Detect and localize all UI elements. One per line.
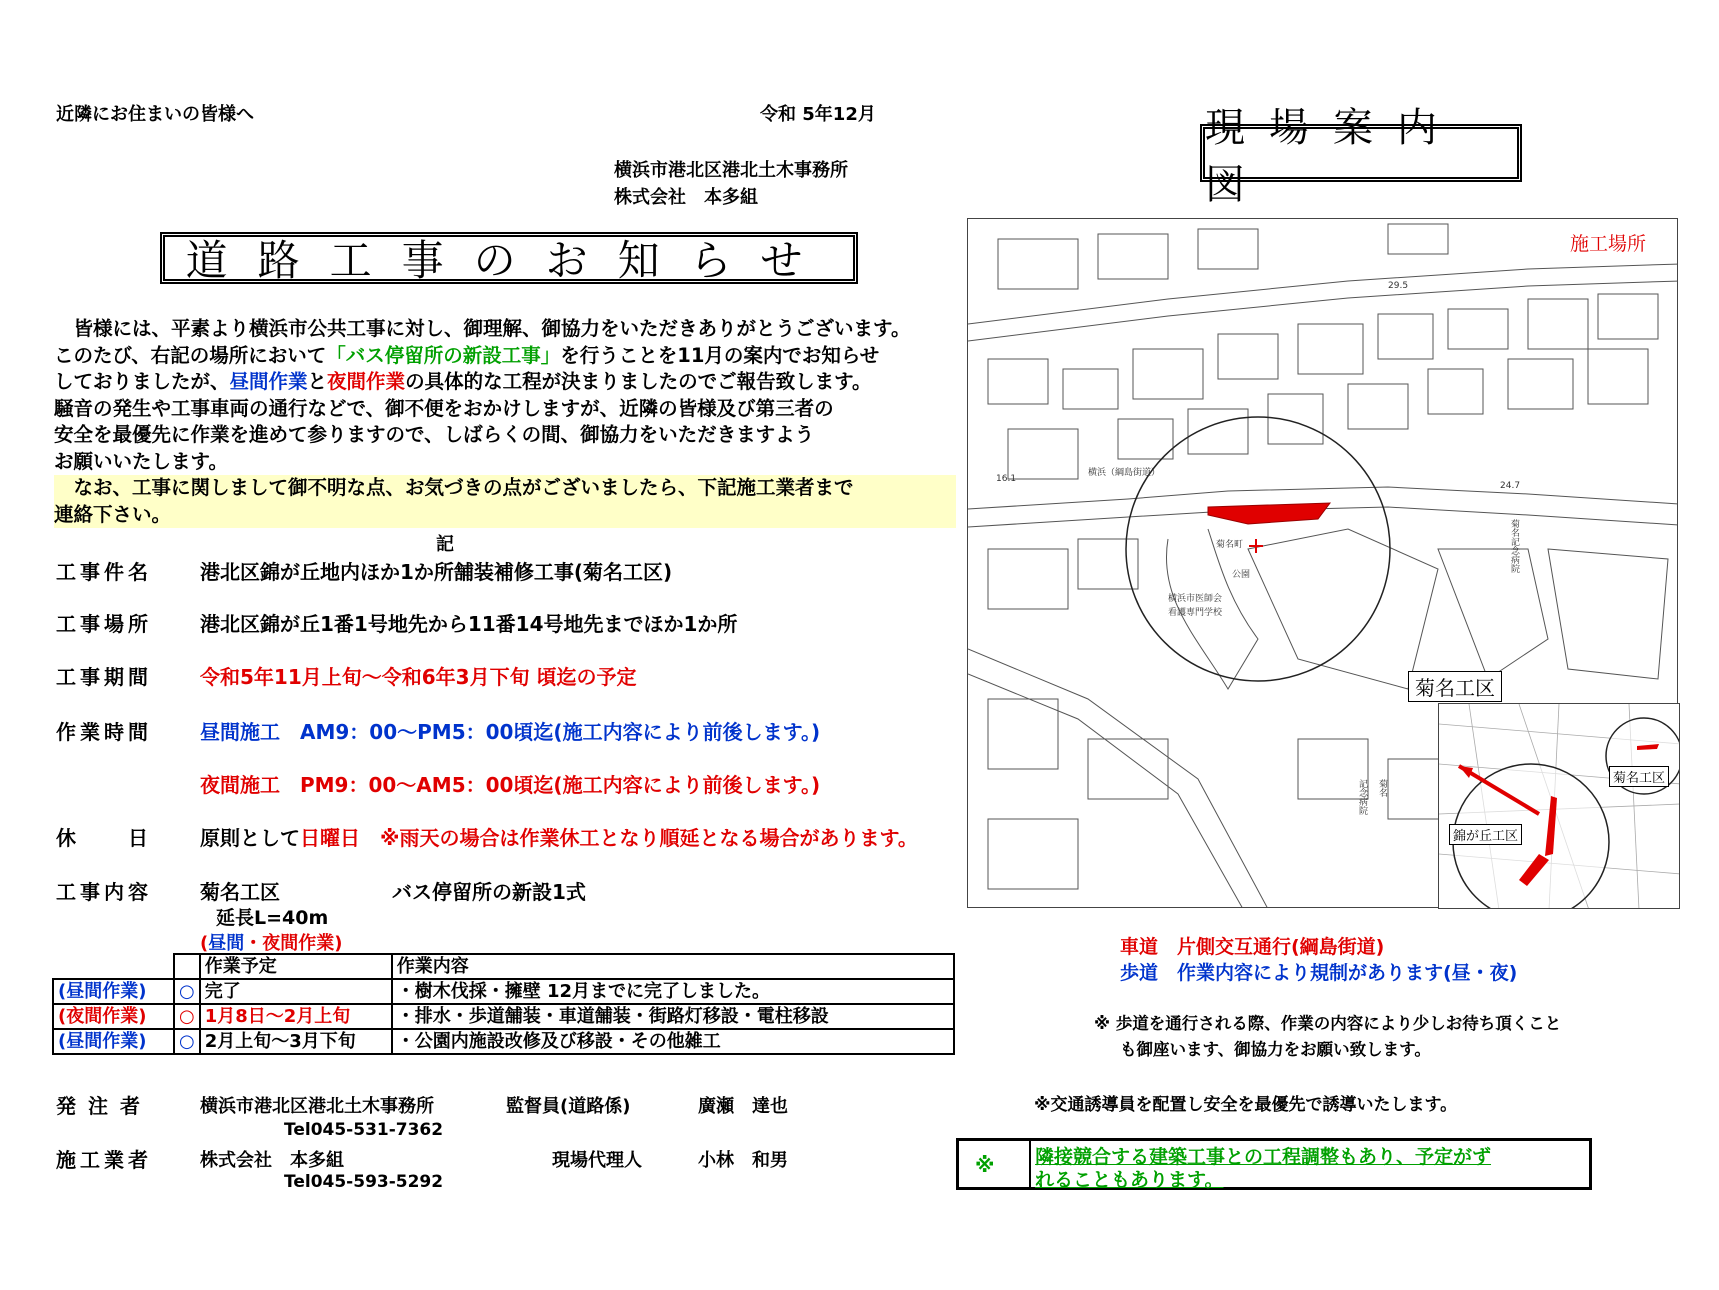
content-area: 菊名工区	[200, 880, 280, 904]
intro-line-2c: を行うことを11月の案内でお知らせ	[560, 343, 880, 367]
intro-line-6: お願いいたします。	[54, 449, 228, 473]
row-plan: 完了	[200, 979, 392, 1004]
orderer-label: 発注者	[56, 1094, 152, 1118]
project-place-label: 工事場所	[56, 612, 152, 636]
project-name: 港北区錦が丘地内ほか1か所舗装補修工事(菊名工区)	[200, 560, 673, 584]
holiday-label: 休 日	[56, 826, 152, 850]
table-row	[53, 979, 954, 1004]
project-name-label: 工事件名	[56, 560, 152, 584]
map-elevation-1: 16.1	[996, 474, 1017, 484]
map-road-name: 横浜（綱島街道）	[1088, 468, 1161, 478]
map-nursing-school: 看護専門学校	[1168, 608, 1223, 618]
area-label: 菊名工区	[1408, 671, 1502, 702]
intro-line-8: 連絡下さい。	[54, 502, 172, 526]
construction-site-marker	[1208, 503, 1330, 524]
row-mark: ○	[174, 979, 200, 1004]
intro-day-work: 昼間作業	[229, 370, 308, 393]
overview-map-drawing	[1439, 704, 1680, 909]
intro-project-name: 「バス停留所の新設工事」	[326, 343, 561, 367]
map-medical-assoc: 横浜市医師会	[1168, 594, 1223, 604]
content-length: 延長L=40m	[216, 907, 329, 929]
holiday-rain-note: ※雨天の場合は作業休工となり順延となる場合があります。	[360, 826, 918, 850]
orderer-tel: Tel045-531-7362	[284, 1120, 444, 1140]
row-shift: (昼間作業)	[53, 979, 174, 1004]
row-plan: 2月上旬～3月下旬	[200, 1029, 392, 1054]
note-box-line-1: 隣接競合する建築工事との工程調整もあり、予定がず	[1035, 1146, 1492, 1168]
site-label: 施工場所	[1570, 233, 1647, 255]
map-elevation-3: 29.5	[1388, 281, 1409, 291]
issuer-company: 株式会社 本多組	[614, 187, 758, 208]
orderer-name: 横浜市港北区港北土木事務所	[200, 1096, 434, 1117]
map-park-label: 公園	[1232, 570, 1251, 580]
table-header-row	[53, 954, 954, 979]
intro-line-4: 騒音の発生や工事車両の通行などで、御不便をおかけしますが、近隣の皆様及び第三者の	[54, 396, 834, 420]
overview-map	[1438, 703, 1680, 909]
map-hospital-label: 菊名記念病院	[1509, 519, 1519, 573]
work-hours-day: 昼間施工 AM9：00～PM5：00頃迄(施工内容により前後します。)	[200, 720, 821, 744]
guide-note: ※交通誘導員を配置し安全を最優先で誘導いたします。	[1034, 1095, 1458, 1115]
holiday-sunday: 日曜日	[300, 826, 360, 850]
note-box-mark: ※	[975, 1153, 995, 1177]
intro-line-5: 安全を最優先に作業を進めて参りますので、しばらくの間、御協力をいただきますよう	[54, 423, 815, 446]
work-hours-night: 夜間施工 PM9：00～AM5：00頃迄(施工内容により前後します。)	[200, 773, 821, 797]
agent-label: 現場代理人	[552, 1150, 642, 1171]
traffic-road: 車道 片側交互通行(綱島街道)	[1120, 936, 1385, 958]
intro-text	[54, 316, 956, 528]
agent-name: 小林 和男	[698, 1150, 788, 1171]
row-plan: 1月8日～2月上旬	[200, 1004, 392, 1029]
supervisor-label: 監督員(道路係)	[506, 1096, 631, 1117]
intro-line-1: 皆様には、平素より横浜市公共工事に対し、御理解、御協力をいただきありがとうございます。	[73, 317, 911, 340]
holiday-prefix: 原則として	[200, 826, 300, 850]
intro-line-3a: しておりましたが、	[54, 370, 230, 393]
content-label: 工事内容	[56, 880, 152, 904]
work-zone-circle	[1126, 417, 1390, 681]
sidewalk-note-1: ※ 歩道を通行される際、作業の内容により少しお待ち頂くこと	[1094, 1014, 1562, 1033]
table-row	[53, 1029, 954, 1054]
row-work: ・排水・歩道舗装・車道舗装・街路灯移設・電柱移設	[392, 1004, 954, 1029]
map-title: 現場案内図	[1200, 124, 1522, 182]
intro-line-2a: このたび、右記の場所において	[54, 343, 327, 367]
row-work: ・公園内施設改修及び移設・その他雑工	[392, 1029, 954, 1054]
addressee: 近隣にお住まいの皆様へ	[56, 104, 254, 125]
project-period: 令和5年11月上旬～令和6年3月下旬 頃迄の予定	[200, 665, 637, 689]
notice-title: 道路工事のお知らせ	[185, 236, 833, 285]
note-box-line-2: れることもあります。	[1035, 1169, 1224, 1191]
project-place: 港北区錦が丘1番1号地先から11番14号地先までほか1か所	[200, 612, 738, 636]
project-period-label: 工事期間	[56, 665, 152, 689]
intro-line-7: なお、工事に関しまして御不明な点、お気づきの点がございましたら、下記施工業者まで	[73, 476, 854, 499]
row-mark: ○	[174, 1004, 200, 1029]
inset-label-kikuna: 菊名工区	[1609, 766, 1669, 787]
contractor-tel: Tel045-593-5292	[284, 1172, 444, 1192]
map-kikuna-label: 菊名	[1377, 779, 1387, 797]
map-elevation-2: 24.7	[1500, 481, 1521, 491]
schedule-table	[52, 953, 955, 1055]
work-hours-label: 作業時間	[56, 720, 152, 744]
content-shift: (昼間・夜間作業)	[200, 933, 343, 954]
supervisor-name: 廣瀬 達也	[698, 1096, 788, 1117]
intro-line-3e: の具体的な工程が決まりましたのでご報告致します。	[405, 370, 872, 393]
row-mark: ○	[174, 1029, 200, 1054]
intro-night-work: 夜間作業	[327, 370, 406, 393]
sidewalk-note-2: も御座います、御協力をお願い致します。	[1120, 1040, 1431, 1059]
map-hospital-label-2: 記念病院	[1357, 779, 1367, 815]
traffic-sidewalk: 歩道 作業内容により規制があります(昼・夜)	[1120, 962, 1518, 984]
row-work: ・樹木伐採・擁壁 12月までに完了しました。	[392, 979, 954, 1004]
issuer-office: 横浜市港北区港北土木事務所	[614, 160, 848, 181]
row-shift: (昼間作業)	[53, 1029, 174, 1054]
intro-line-3c: と	[307, 370, 328, 393]
inset-label-nishikigaoka: 錦が丘工区	[1449, 824, 1522, 845]
table-header: 作業予定	[200, 954, 392, 979]
content-work: バス停留所の新設1式	[392, 880, 586, 904]
contractor-name: 株式会社 本多組	[200, 1150, 344, 1171]
contractor-label: 施工業者	[56, 1148, 152, 1172]
table-row	[53, 1004, 954, 1029]
row-shift: (夜間作業)	[53, 1004, 174, 1029]
map-town-name: 菊名町	[1216, 540, 1244, 550]
date: 令和 5年12月	[760, 104, 876, 125]
schedule-note-box	[956, 1138, 1592, 1190]
notice-title-box	[160, 232, 858, 284]
table-header: 作業内容	[392, 954, 954, 979]
holiday-text	[200, 822, 918, 851]
ki-mark: 記	[436, 534, 454, 555]
